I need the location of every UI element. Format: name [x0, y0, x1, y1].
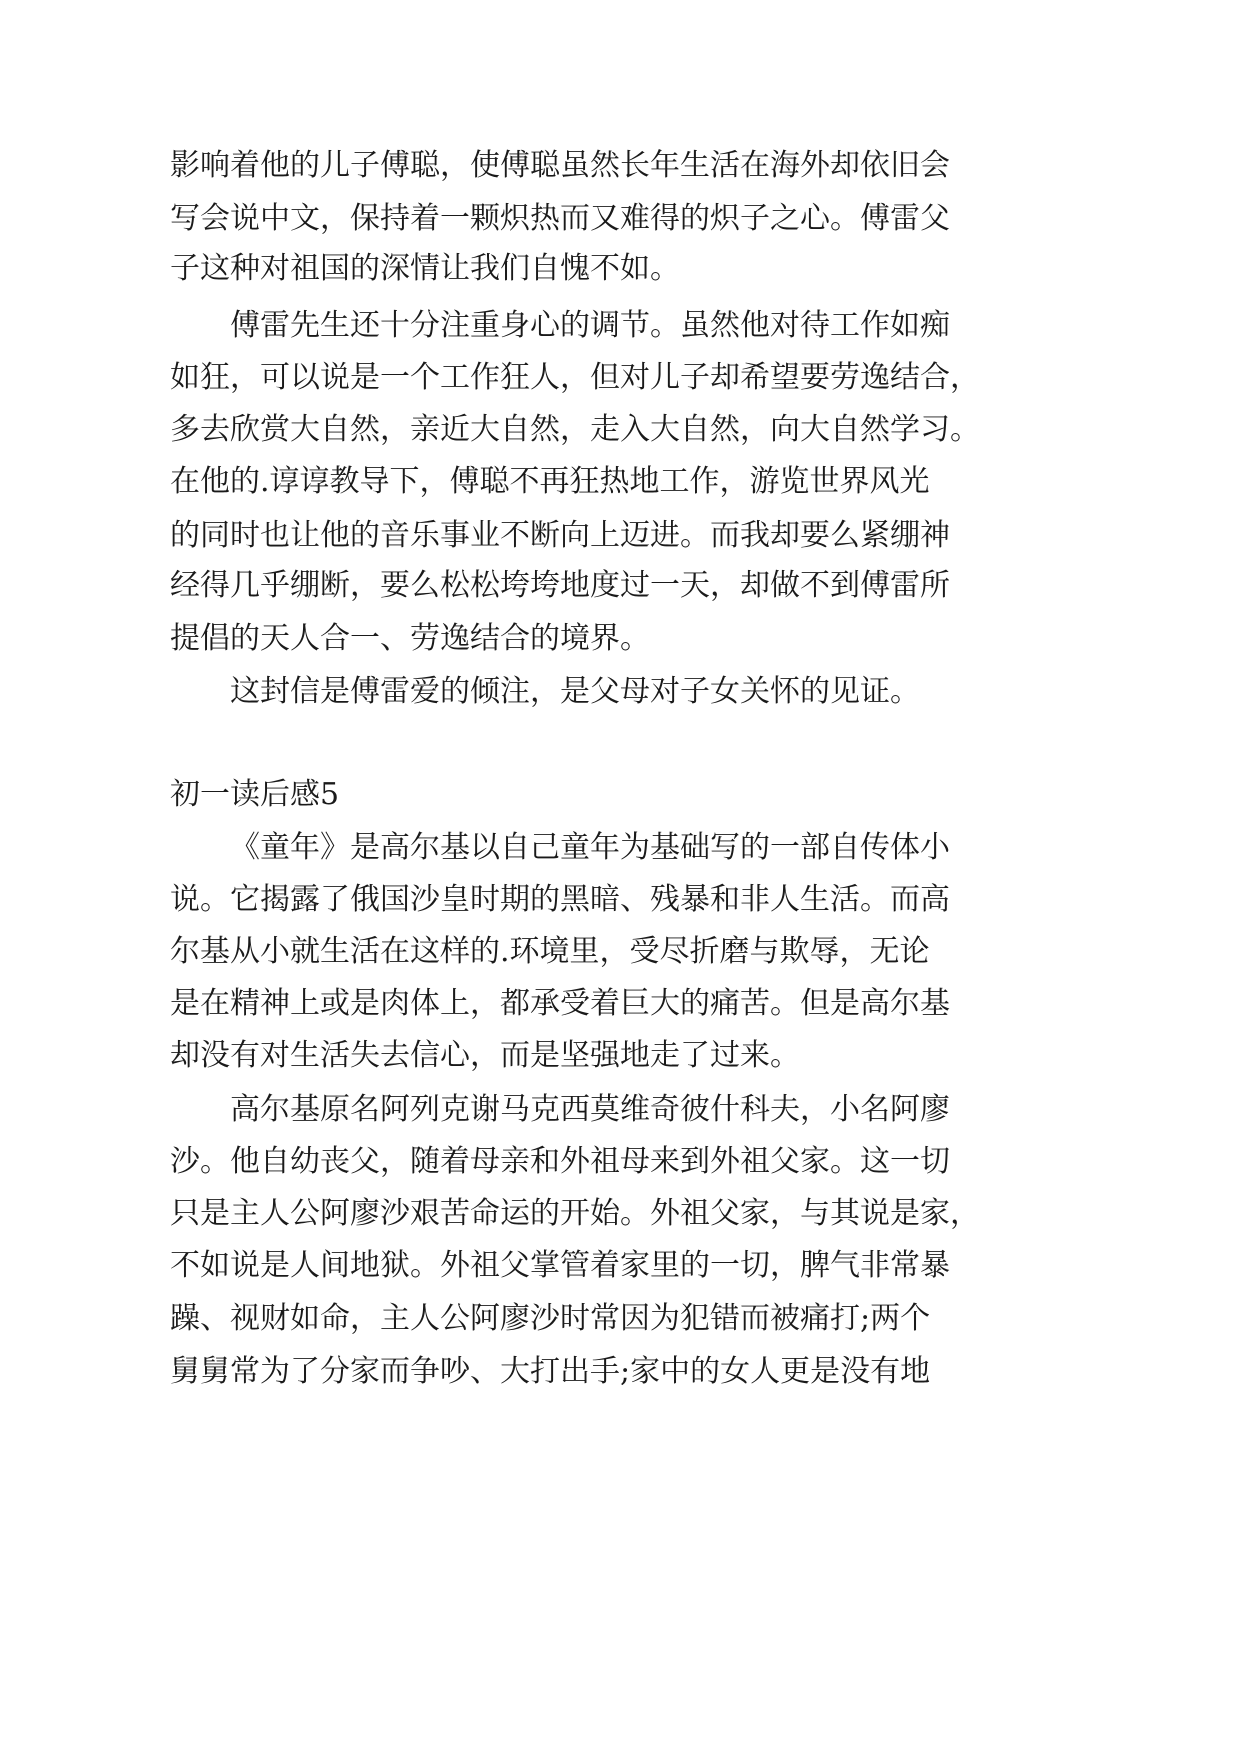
text-line: 这封信是傅雷爱的倾注，是父母对子女关怀的见证。 — [230, 674, 920, 709]
text-line: 却没有对生活失去信心，而是坚强地走了过来。 — [170, 1038, 800, 1073]
text-line: 沙。他自幼丧父，随着母亲和外祖母来到外祖父家。这一切 — [170, 1144, 950, 1179]
text-line: 是在精神上或是肉体上，都承受着巨大的痛苦。但是高尔基 — [170, 986, 950, 1021]
section-heading: 初一读后感5 — [170, 777, 340, 812]
text-line: 影响着他的儿子傅聪，使傅聪虽然长年生活在海外却依旧会 — [170, 148, 950, 183]
text-line: 子这种对祖国的深情让我们自愧不如。 — [170, 251, 680, 286]
text-line: 多去欣赏大自然，亲近大自然，走入大自然，向大自然学习。 — [170, 412, 980, 447]
text-line: 说。它揭露了俄国沙皇时期的黑暗、残暴和非人生活。而高 — [170, 882, 950, 917]
text-line: 如狂，可以说是一个工作狂人，但对儿子却希望要劳逸结合， — [170, 360, 980, 395]
text-line: 只是主人公阿廖沙艰苦命运的开始。外祖父家，与其说是家， — [170, 1196, 980, 1231]
text-line: 高尔基原名阿列克谢马克西莫维奇彼什科夫，小名阿廖 — [230, 1092, 950, 1127]
text-line: 的同时也让他的音乐事业不断向上迈进。而我却要么紧绷神 — [170, 518, 950, 553]
text-line: 写会说中文，保持着一颗炽热而又难得的炽子之心。傅雷父 — [170, 201, 950, 236]
text-line: 尔基从小就生活在这样的.环境里，受尽折磨与欺辱，无论 — [170, 934, 930, 969]
text-line: 躁、视财如命，主人公阿廖沙时常因为犯错而被痛打;两个 — [170, 1301, 931, 1336]
text-line: 《童年》是高尔基以自己童年为基础写的一部自传体小 — [230, 830, 950, 865]
text-line: 提倡的天人合一、劳逸结合的境界。 — [170, 621, 650, 656]
text-line: 不如说是人间地狱。外祖父掌管着家里的一切，脾气非常暴 — [170, 1248, 950, 1283]
text-line: 在他的.谆谆教导下，傅聪不再狂热地工作，游览世界风光 — [170, 464, 930, 499]
text-line: 傅雷先生还十分注重身心的调节。虽然他对待工作如痴 — [230, 308, 950, 343]
text-line: 经得几乎绷断，要么松松垮垮地度过一天，却做不到傅雷所 — [170, 568, 950, 603]
text-line: 舅舅常为了分家而争吵、大打出手;家中的女人更是没有地 — [170, 1354, 931, 1389]
